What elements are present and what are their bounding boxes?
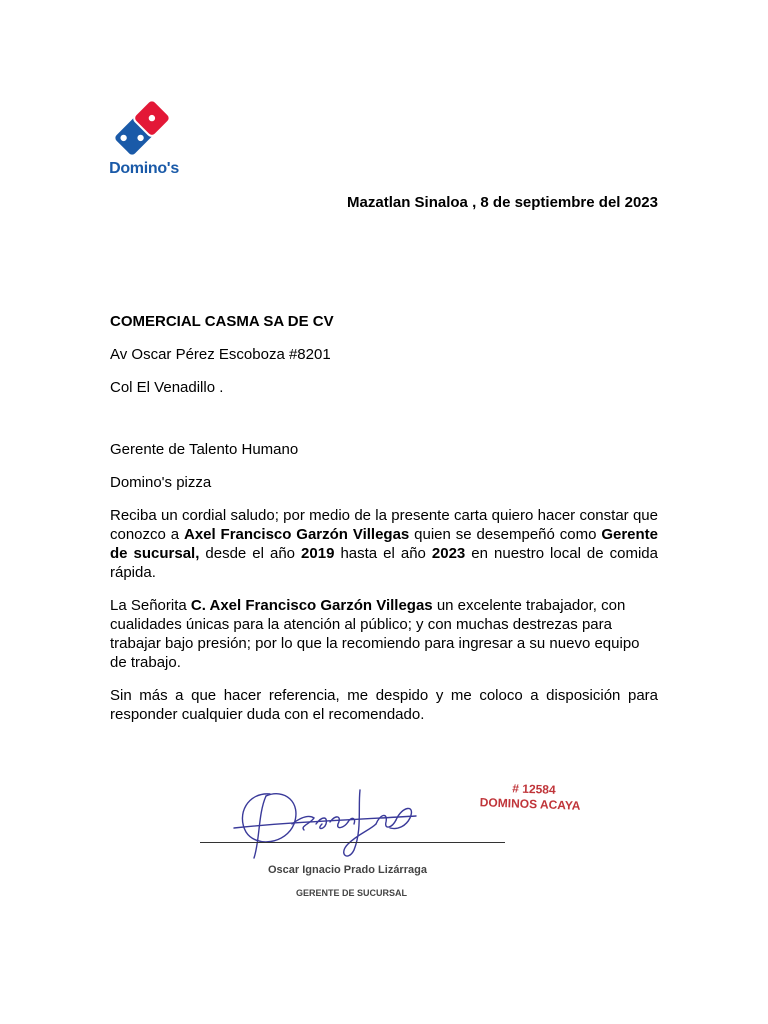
text-segment: quien se desempeñó como bbox=[409, 526, 602, 543]
attention-title: Gerente de Talento Humano bbox=[110, 441, 299, 458]
paragraph-closing: Sin más a que hacer referencia, me despido y me coloco a disposición para responder cualquier duda con el recomendado. bbox=[110, 687, 658, 723]
stamp-number: # 12584 bbox=[512, 781, 556, 797]
paragraph-introduction bbox=[110, 506, 658, 582]
text-segment: en nuestro local de comida rápida. bbox=[110, 545, 658, 581]
text-segment: La Señorita bbox=[110, 597, 191, 614]
text-segment: un excelente trabajador, con cualidades únicas para la atención al público; y con muchas destrezas para trabajar bajo presión; por lo que la recomiendo para ingresar a su nuevo equipo de trabajo. bbox=[110, 597, 640, 671]
attention-organization: Domino's pizza bbox=[110, 474, 212, 491]
recipient-company: COMERCIAL CASMA SA DE CV bbox=[110, 313, 334, 330]
recipient-address-line2: Col El Venadillo . bbox=[110, 379, 224, 396]
text-segment: Reciba un cordial saludo; por medio de la presente carta quiero hacer constar que conozco a bbox=[110, 507, 658, 543]
signature-line bbox=[200, 842, 505, 843]
signer-name: Oscar Ignacio Prado Lizárraga bbox=[268, 864, 427, 876]
text-segment: hasta el año bbox=[334, 545, 432, 562]
letter-date: Mazatlan Sinaloa , 8 de septiembre del 2023 bbox=[347, 194, 658, 211]
start-year: 2019 bbox=[301, 545, 335, 562]
signer-role: GERENTE DE SUCURSAL bbox=[296, 888, 408, 898]
recipient-address-line1: Av Oscar Pérez Escoboza #8201 bbox=[110, 346, 331, 363]
stamp-text: DOMINOS ACAYA bbox=[479, 795, 581, 813]
store-stamp bbox=[480, 780, 582, 813]
handwritten-signature bbox=[230, 784, 420, 864]
employee-name: Axel Francisco Garzón Villegas bbox=[183, 526, 410, 543]
text-segment: desde el año bbox=[199, 545, 302, 562]
end-year: 2023 bbox=[431, 545, 466, 562]
letter-body bbox=[110, 312, 658, 724]
employee-full-name: C. Axel Francisco Garzón Villegas bbox=[190, 597, 433, 614]
job-title: Gerente de sucursal, bbox=[110, 526, 659, 562]
paragraph-recommendation bbox=[110, 596, 658, 672]
logo-wordmark: Domino's bbox=[109, 160, 179, 177]
domino-tile-icon bbox=[110, 98, 174, 158]
dominos-logo bbox=[96, 96, 188, 188]
